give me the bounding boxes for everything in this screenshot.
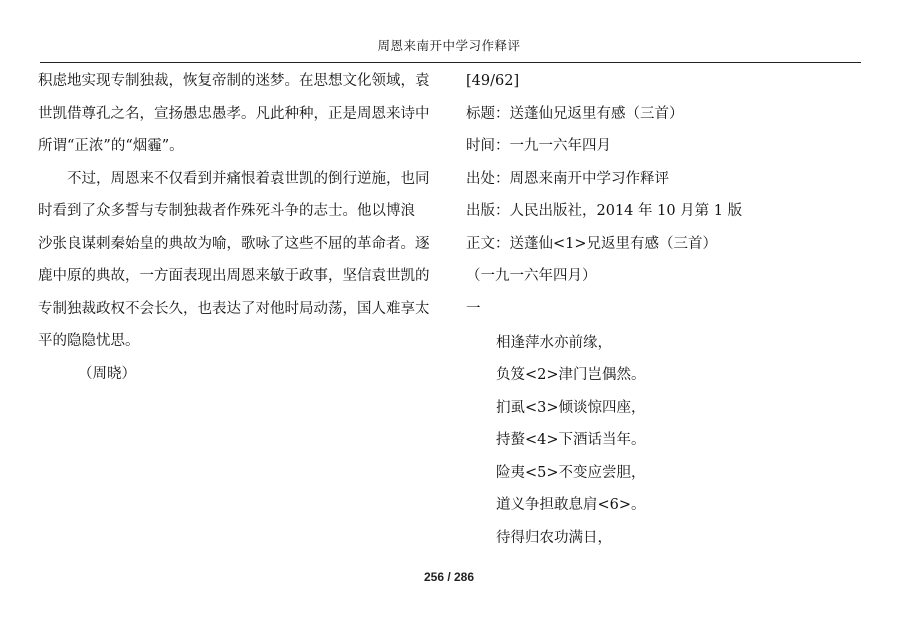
meta-time: 时间：一九一六年四月 — [466, 138, 611, 154]
paragraph-line: 沙张良谋刺秦始皇的典故为喻，歌咏了这些不屈的革命者。逐 — [38, 235, 430, 252]
paragraph-line: 平的隐隐忧思。 — [38, 333, 140, 349]
poem-line: 相逢萍水亦前缘， — [496, 334, 612, 351]
meta-title: 标题：送蓬仙兄返里有感（三首） — [466, 105, 684, 122]
poem-line: 扪虱<3>倾谈惊四座， — [496, 399, 646, 416]
meta-body-heading: 正文：送蓬仙<1>兄返里有感（三首） — [466, 235, 718, 252]
paragraph-line: 不过，周恩来不仅看到并痛恨着袁世凯的倒行逆施，也同 — [67, 170, 430, 187]
meta-source: 出处：周恩来南开中学习作释评 — [466, 170, 669, 187]
paragraph-line: 积虑地实现专制独裁，恢复帝制的迷梦。在思想文化领域，袁 — [38, 73, 430, 89]
meta-publisher: 出版：人民出版社，2014 年 10 月第 1 版 — [466, 203, 743, 219]
paragraph-line: 鹿中原的典故，一方面表现出周恩来敏于政事，坚信袁世凯的 — [38, 268, 430, 284]
poem-line: 负笈<2>津门岂偶然。 — [496, 367, 646, 383]
paragraph-line: 专制独裁政权不会长久，也表达了对他时局动荡，国人难享太 — [38, 300, 430, 317]
page-number: 256 / 286 — [423, 570, 475, 584]
paragraph-line: 时看到了众多誓与专制独裁者作殊死斗争的志士。他以博浪 — [38, 203, 415, 219]
author-signature: （周晓） — [78, 365, 136, 382]
poem-date: （一九一六年四月） — [466, 268, 597, 284]
header-divider — [40, 62, 861, 63]
paragraph-line: 世凯借尊孔之名，宣扬愚忠愚孝。凡此种种，正是周恩来诗中 — [38, 105, 430, 122]
poem-line: 持螯<4>下酒话当年。 — [496, 432, 646, 448]
page-header-title: 周恩来南开中学习作释评 — [377, 38, 521, 53]
poem-line: 险夷<5>不变应尝胆， — [496, 464, 646, 481]
page-reference: [49/62] — [466, 73, 520, 89]
paragraph-line: 所谓“正浓”的“烟霾”。 — [38, 138, 184, 154]
poem-line: 道义争担敢息肩<6>。 — [496, 497, 646, 513]
left-column — [38, 70, 438, 395]
poem-line: 待得归农功满日， — [496, 529, 612, 546]
poem-section-number: 一 — [466, 300, 481, 317]
right-column — [466, 70, 866, 559]
